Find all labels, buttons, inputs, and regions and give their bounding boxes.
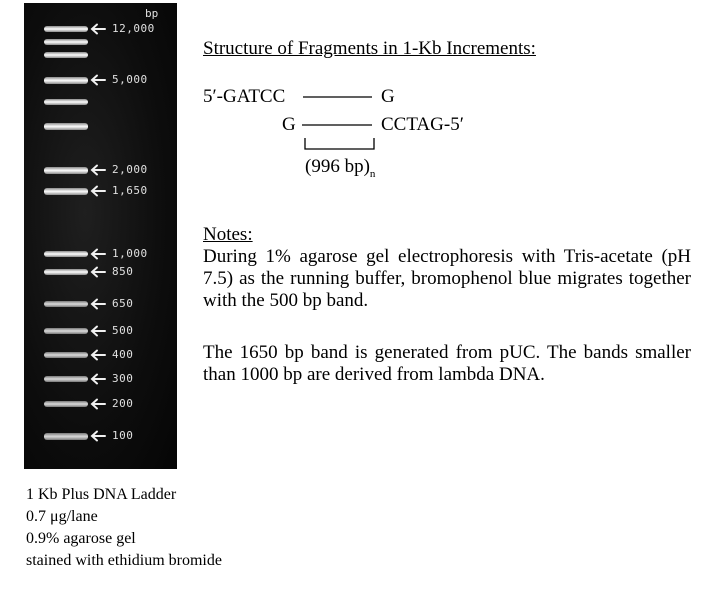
top-strand-left: 5′-GATCC	[203, 86, 286, 107]
band-size-label: 300	[112, 372, 134, 385]
repeat-unit-subscript: n	[369, 167, 376, 180]
caption-line: 0.9% agarose gel	[26, 530, 136, 547]
band-size-label: 1,000	[112, 247, 148, 260]
band-size-label: 100	[112, 429, 134, 442]
caption-line: stained with ethidium bromide	[26, 552, 222, 569]
band-size-label: 5,000	[112, 73, 148, 86]
bottom-strand-left: G	[282, 114, 296, 135]
caption-line: 1 Kb Plus DNA Ladder	[26, 486, 177, 503]
band-size-label: 650	[112, 297, 134, 310]
top-strand-right: G	[381, 86, 395, 107]
bottom-strand-right: CCTAG-5′	[381, 114, 464, 135]
band-size-label: 2,000	[112, 163, 148, 176]
band-size-label: 400	[112, 348, 134, 361]
gel-unit-label: bp	[145, 7, 159, 20]
note-paragraph-2: The 1650 bp band is generated from pUC. The bands smaller than 1000 bp are derived from lambda DNA.	[203, 342, 691, 385]
note-paragraph-1: During 1% agarose gel electrophoresis with Tris-acetate (pH 7.5) as the running buffer, bromophenol blue migrates together with the 500 bp band.	[203, 246, 691, 311]
notes-heading: Notes:	[203, 224, 253, 245]
gel-caption	[26, 484, 222, 572]
band-size-label: 12,000	[112, 22, 155, 35]
band-size-label: 500	[112, 324, 134, 337]
band-size-label: 1,650	[112, 184, 148, 197]
repeat-bracket	[305, 138, 374, 149]
band-size-label: 200	[112, 397, 134, 410]
structure-title: Structure of Fragments in 1-Kb Increments:	[203, 38, 536, 59]
repeat-unit-label	[305, 156, 375, 180]
repeat-unit-text: (996 bp)	[305, 156, 370, 177]
band-size-label: 850	[112, 265, 134, 278]
caption-line: 0.7 μg/lane	[26, 508, 98, 525]
